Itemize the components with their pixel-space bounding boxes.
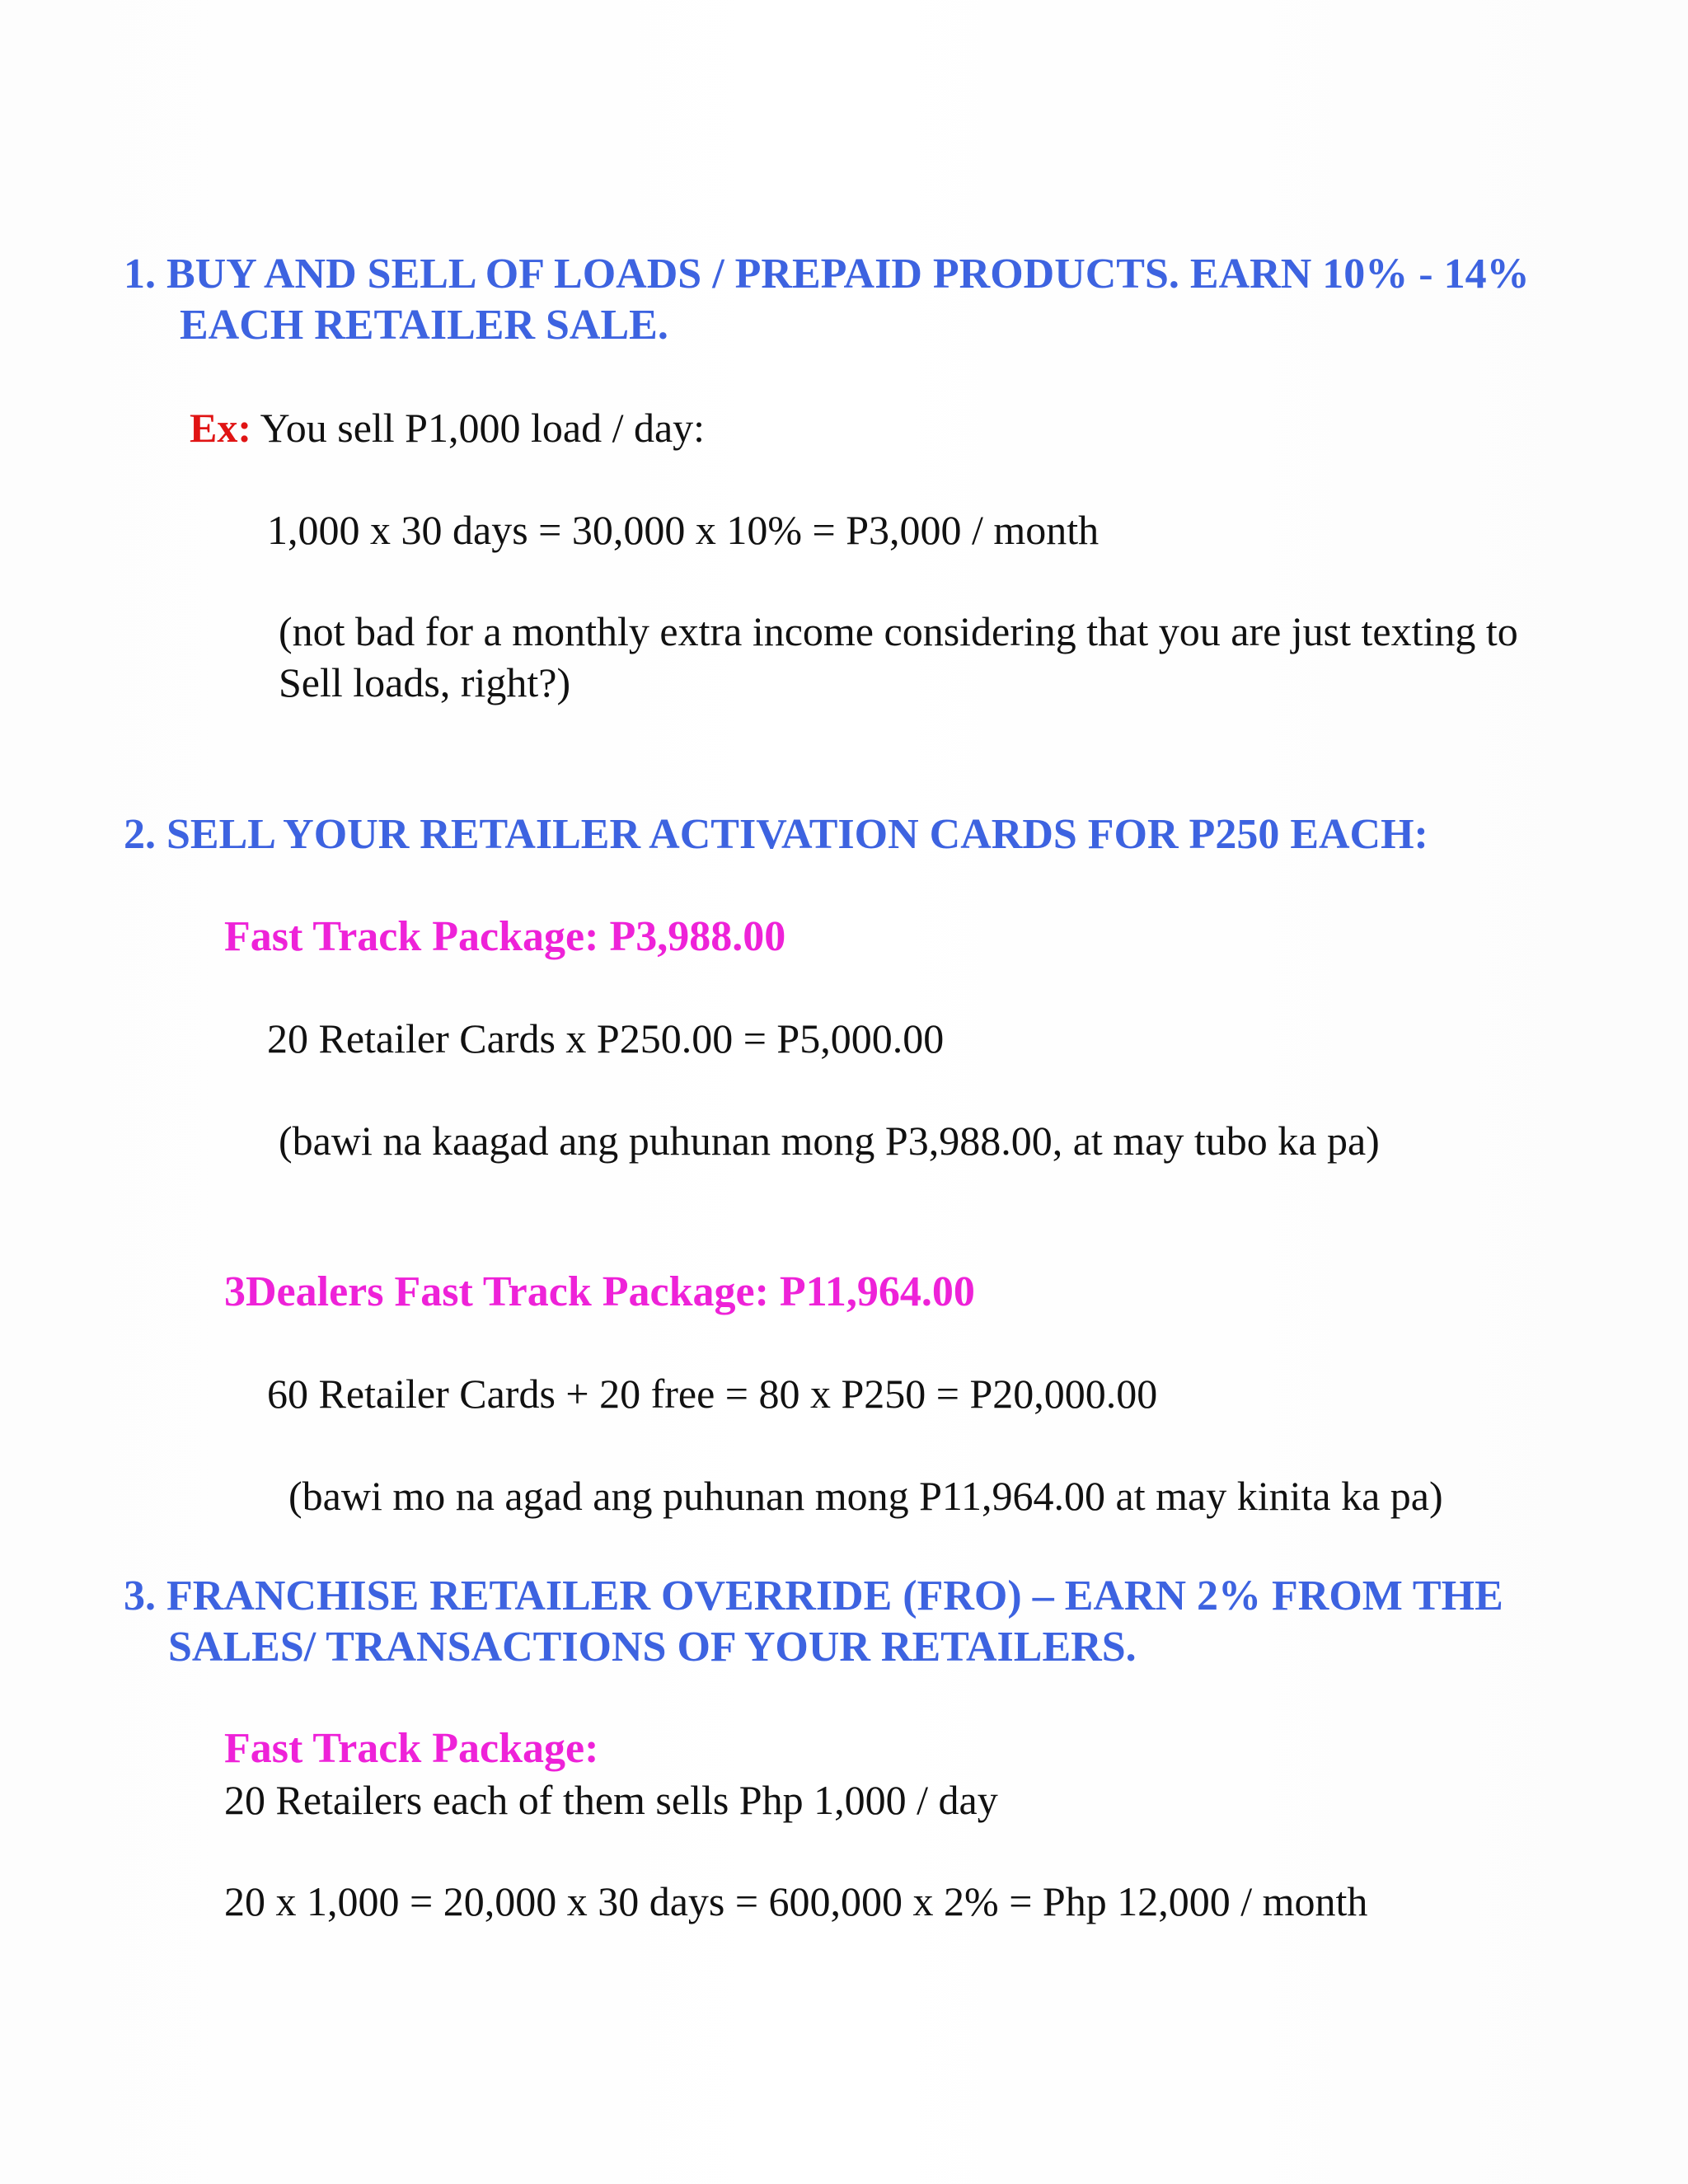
fast-track-computation: 20 Retailer Cards x P250.00 = P5,000.00	[267, 1015, 945, 1062]
fast-track-note: (bawi na kaagad ang puhunan mong P3,988.00, at may tubo ka pa)	[279, 1118, 1380, 1164]
section3-computation: 20 x 1,000 = 20,000 x 30 days = 600,000 x 2% = Php 12,000 / month	[224, 1878, 1368, 1924]
fast-track-package-title: Fast Track Package: P3,988.00	[224, 913, 786, 960]
section3-heading-line2: SALES/ TRANSACTIONS OF YOUR RETAILERS.	[168, 1624, 1137, 1671]
3dealers-package-title: 3Dealers Fast Track Package: P11,964.00	[224, 1268, 975, 1315]
section3-heading-line1: 3. FRANCHISE RETAILER OVERRIDE (FRO) – EARN 2% FROM THE	[124, 1572, 1503, 1619]
section2-heading: 2. SELL YOUR RETAILER ACTIVATION CARDS FOR P250 EACH:	[124, 811, 1428, 858]
section1-example	[190, 402, 705, 453]
3dealers-note: (bawi mo na agad ang puhunan mong P11,964.00 at may kinita ka pa)	[288, 1473, 1443, 1519]
section1-heading-line2: EACH RETAILER SALE.	[180, 302, 668, 349]
section3-description: 20 Retailers each of them sells Php 1,000 / day	[224, 1777, 998, 1823]
section1-heading-line1: 1. BUY AND SELL OF LOADS / PREPAID PRODUCTS. EARN 10% - 14%	[124, 251, 1530, 298]
section1-note-line2: Sell loads, right?)	[279, 659, 571, 705]
section3-package-title: Fast Track Package:	[224, 1725, 599, 1772]
section1-note-line1: (not bad for a monthly extra income considering that you are just texting to	[279, 608, 1518, 654]
example-label: Ex:	[190, 405, 251, 451]
3dealers-computation: 60 Retailer Cards + 20 free = 80 x P250 = P20,000.00	[267, 1371, 1158, 1417]
example-text: You sell P1,000 load / day:	[251, 405, 706, 451]
section1-computation: 1,000 x 30 days = 30,000 x 10% = P3,000 / month	[267, 507, 1100, 553]
